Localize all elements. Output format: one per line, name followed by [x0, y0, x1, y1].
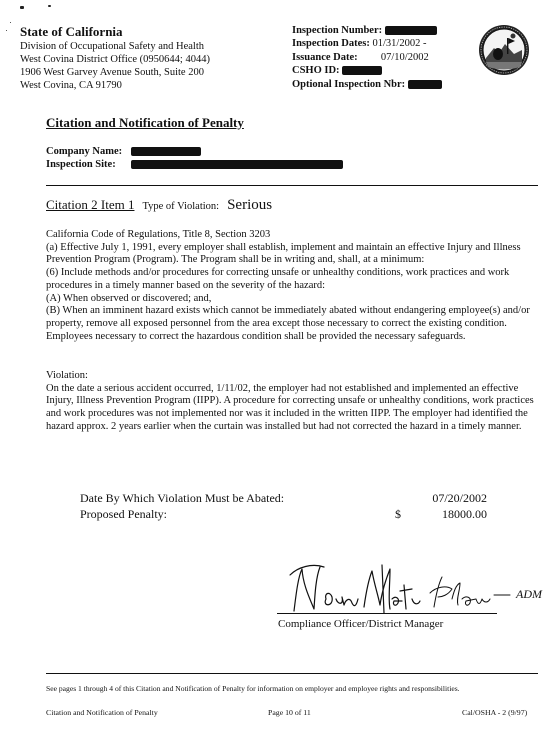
regulation-paragraph: (A) When observed or discovered; and, — [46, 292, 212, 304]
company-block — [46, 145, 343, 171]
divider — [46, 185, 538, 186]
violation-section — [46, 370, 540, 434]
abatement-date-label: Date By Which Violation Must be Abated: — [80, 491, 285, 505]
inspection-number-label: Inspection Number: — [292, 25, 383, 36]
regulation-paragraph: (6) Include methods and/or procedures for correcting unsafe or unhealthy conditions, work practices and work procedures in a timely manner based on the severity of the hazard: — [46, 267, 510, 291]
company-name-row — [46, 145, 343, 158]
footer-document-title: Citation and Notification of Penalty — [46, 708, 158, 717]
issuance-date-label: Issuance Date: — [292, 51, 358, 63]
redaction-mark — [385, 26, 437, 35]
violation-label: Violation: — [46, 370, 88, 381]
inspection-dates-label: Inspection Dates: — [292, 38, 370, 50]
page-number: Page 10 of 11 — [268, 708, 311, 717]
inspection-dates-value: 01/31/2002 - — [372, 38, 427, 50]
optional-inspection-row — [292, 78, 442, 91]
currency-symbol: $ — [395, 507, 401, 521]
proposed-penalty-value: 18000.00 — [442, 507, 487, 521]
divider — [46, 673, 538, 674]
abatement-values — [395, 490, 487, 522]
signature-annotation: ADM — [516, 587, 542, 601]
proposed-penalty-row — [395, 506, 487, 522]
scan-speck — [10, 22, 11, 23]
regulation-paragraph: California Code of Regulations, Title 8, Section 3203 — [46, 229, 271, 240]
scan-speck — [20, 6, 24, 9]
agency-line: Division of Occupational Safety and Health — [20, 41, 204, 52]
abatement-labels — [80, 490, 284, 522]
signature-caption: Compliance Officer/District Manager — [278, 618, 444, 630]
redaction-mark — [342, 66, 382, 75]
form-number: Cal/OSHA - 2 (9/97) — [462, 708, 528, 717]
citation-title: Citation and Notification of Penalty — [46, 115, 244, 130]
redaction-mark — [131, 147, 201, 156]
inspection-info — [292, 24, 442, 91]
rights-footnote: See pages 1 through 4 of this Citation and Notification of Penalty for information on employer and employee rights and responsibilities. — [46, 684, 460, 693]
inspection-site-row — [46, 158, 343, 171]
agency-line: West Covina District Office (0950644; 4044) — [20, 54, 210, 65]
regulation-paragraph: (a) Effective July 1, 1991, every employer shall establish, implement and maintain an effective Injury and Illness Prevention Program (Program). The Program shall be in writing and, shall, at a minimum: — [46, 241, 521, 266]
regulation-paragraph: (B) When an imminent hazard exists which cannot be immediately abated without endangering employee(s) and/or property, remove all exposed personnel from the area except those necessary to correct the existing condition. Employees necessary to correct the hazardous condition shall be provided the necessary safeguards. — [46, 305, 530, 342]
regulation-text — [46, 229, 540, 343]
inspection-dates-row — [292, 37, 442, 50]
handwritten-signature — [284, 555, 550, 617]
violation-type-value: Serious — [227, 197, 273, 213]
signature-line — [277, 613, 497, 614]
violation-type-label: Type of Violation: — [142, 201, 220, 212]
inspection-site-label: Inspection Site: — [46, 159, 116, 170]
agency-header — [20, 24, 210, 92]
scan-speck — [6, 30, 7, 31]
issuance-date-value: 07/10/2002 — [380, 51, 429, 63]
agency-name: State of California — [20, 24, 123, 39]
redaction-mark — [131, 160, 343, 169]
agency-line: 1906 West Garvey Avenue South, Suite 200 — [20, 67, 204, 78]
inspection-number-row — [292, 24, 442, 37]
scan-speck — [48, 5, 51, 7]
csho-id-row — [292, 64, 442, 77]
optional-inspection-label: Optional Inspection Nbr: — [292, 78, 406, 90]
agency-line: West Covina, CA 91790 — [20, 80, 122, 91]
violation-description: On the date a serious accident occurred, 1/11/02, the employer had not established and implemented an effective Injury, Illness Prevention Program (IIPP). A procedure for correcting unsafe or unhealthy conditions, work practices and work procedures was not implemented nor was it included in the written IIPP. The employer had identified the hazard approx. 2 years earlier when the curtain was installed but had not corrected the hazard in a timely manner. — [46, 382, 534, 432]
citation-item-heading — [46, 196, 272, 214]
redaction-mark — [408, 80, 442, 89]
state-seal-icon — [478, 24, 530, 76]
citation-item-number: Citation 2 Item 1 — [46, 197, 135, 212]
issuance-date-row — [292, 51, 442, 64]
company-name-label: Company Name: — [46, 146, 123, 157]
proposed-penalty-label: Proposed Penalty: — [80, 507, 167, 521]
abatement-date-value: 07/20/2002 — [432, 491, 487, 505]
csho-id-label: CSHO ID: — [292, 65, 340, 77]
